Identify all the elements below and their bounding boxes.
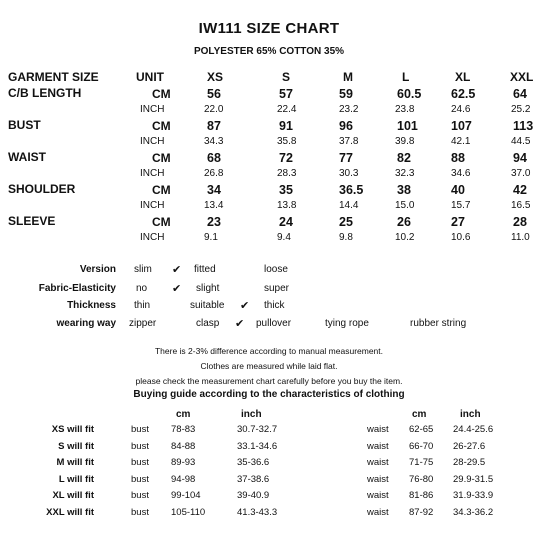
guide-waist-inch: 26-27.6 [453,441,486,452]
sleeve-cm-value: 26 [397,215,411,229]
wearing-option-clasp: clasp [196,318,220,329]
bust-cm-value: 87 [207,119,221,133]
sleeve-cm-value: 23 [207,215,221,229]
guide-bust-cm: 105-110 [171,507,206,518]
shoulder-cm-value: 35 [279,183,293,197]
cb-length-inch-value: 25.2 [511,104,531,115]
shoulder-inch-unit: INCH [140,200,165,211]
bust-cm-value: 96 [339,119,353,133]
shoulder-cm-value: 40 [451,183,465,197]
waist-inch-value: 34.6 [451,168,471,179]
guide-bust-label: bust [131,507,149,518]
thickness-label: Thickness [67,300,116,311]
guide-bust-label: bust [131,457,149,468]
guide-waist-inch: 28-29.5 [453,457,486,468]
cb-length-cm-value: 64 [513,87,527,101]
check-icon: ✔ [172,264,182,276]
version-option-loose: loose [264,264,288,275]
shoulder-inch-value: 15.0 [395,200,415,211]
sleeve-cm-value: 24 [279,215,293,229]
waist-cm-value: 94 [513,151,527,165]
unit-header: UNIT [136,70,164,84]
note-laid-flat: Clothes are measured while laid flat. [200,361,338,371]
size-header-m: M [343,70,353,84]
bust-inch-value: 42.1 [451,136,471,147]
cb-length-inch-value: 24.6 [451,104,471,115]
sleeve-inch-value: 10.6 [451,232,471,243]
guide-size-label: L will fit [58,474,94,485]
guide-bust-inch: 35-36.6 [237,457,270,468]
version-option-slim: slim [134,264,152,275]
note-difference: There is 2-3% difference according to manual measurement. [154,346,384,356]
bust-inch-value: 37.8 [339,136,359,147]
garment-size-header: GARMENT SIZE [8,70,99,84]
waist-inch-value: 28.3 [277,168,297,179]
shoulder-inch-value: 13.4 [204,200,224,211]
guide-waist-cm: 71-75 [409,457,434,468]
wearing-option-zipper: zipper [129,318,157,329]
cb-length-label: C/B LENGTH [8,86,82,100]
guide-bust-inch: 41.3-43.3 [237,507,278,518]
waist-cm-value: 82 [397,151,411,165]
waist-cm-value: 88 [451,151,465,165]
shoulder-inch-value: 14.4 [339,200,359,211]
cb-length-cm-value: 62.5 [451,87,476,101]
shoulder-inch-value: 13.8 [277,200,297,211]
version-label: Version [79,264,116,275]
bust-inch-value: 34.3 [204,136,224,147]
sleeve-inch-value: 9.1 [204,232,218,243]
guide-bust-inch: 30.7-32.7 [237,424,278,435]
sleeve-cm-value: 28 [513,215,527,229]
cb-length-inch-unit: INCH [140,104,165,115]
size-header-xl: XL [455,70,471,84]
size-header-xxl: XXL [510,70,534,84]
wearing-option-pullover: pullover [256,318,292,329]
check-icon: ✔ [240,300,250,312]
cb-length-inch-value: 22.0 [204,104,224,115]
wearing-option-rubber-string: rubber string [410,318,467,329]
shoulder-inch-value: 15.7 [451,200,471,211]
guide-bust-cm-header: cm [176,409,191,420]
guide-waist-cm: 87-92 [409,507,434,518]
cb-length-cm-unit: CM [152,87,171,101]
thickness-option-thick: thick [264,300,285,311]
shoulder-inch-value: 16.5 [511,200,531,211]
sleeve-inch-value: 11.0 [511,232,530,243]
cb-length-inch-value: 23.8 [395,104,415,115]
guide-waist-label: waist [367,441,389,452]
guide-bust-cm: 99-104 [171,490,201,501]
guide-bust-label: bust [131,474,149,485]
guide-bust-inch: 37-38.6 [237,474,270,485]
size-header-s: S [282,70,291,84]
sleeve-cm-value: 25 [339,215,353,229]
guide-waist-inch: 34.3-36.2 [453,507,494,518]
bust-inch-unit: INCH [140,136,165,147]
guide-waist-label: waist [367,490,389,501]
shoulder-cm-value: 38 [397,183,411,197]
sleeve-inch-unit: INCH [140,232,165,243]
sleeve-cm-unit: CM [152,215,171,229]
buying-guide-title: Buying guide according to the characteristics of clothing [133,389,405,400]
shoulder-cm-unit: CM [152,183,171,197]
guide-size-label: XL will fit [52,490,94,501]
shoulder-label: SHOULDER [8,182,76,196]
waist-cm-value: 72 [279,151,293,165]
shoulder-cm-value: 36.5 [339,183,364,197]
shoulder-cm-value: 42 [513,183,527,197]
waist-inch-value: 37.0 [511,168,531,179]
guide-waist-cm-header: cm [412,409,427,420]
guide-waist-inch: 29.9-31.5 [453,474,494,485]
guide-waist-label: waist [367,474,389,485]
guide-size-label: XXL will fit [46,507,94,518]
guide-waist-cm: 66-70 [409,441,434,452]
bust-cm-value: 107 [451,119,472,133]
fabric-subtitle: POLYESTER 65% COTTON 35% [193,46,345,57]
cb-length-inch-value: 23.2 [339,104,359,115]
thickness-option-thin: thin [134,300,151,311]
chart-title: IW111 SIZE CHART [198,20,340,37]
wearing-way-label: wearing way [56,318,116,329]
guide-waist-inch-header: inch [460,409,481,420]
guide-bust-cm: 94-98 [171,474,196,485]
waist-inch-value: 26.8 [204,168,224,179]
cb-length-cm-value: 60.5 [397,87,422,101]
cb-length-inch-value: 22.4 [277,104,297,115]
cb-length-cm-value: 57 [279,87,293,101]
waist-inch-value: 30.3 [339,168,359,179]
bust-cm-value: 91 [279,119,293,133]
shoulder-cm-value: 34 [207,183,221,197]
elasticity-option-super: super [264,283,290,294]
cb-length-cm-value: 59 [339,87,353,101]
guide-bust-label: bust [131,441,149,452]
guide-bust-label: bust [131,424,149,435]
bust-cm-value: 101 [397,119,418,133]
guide-waist-label: waist [367,507,389,518]
guide-waist-label: waist [367,457,389,468]
guide-bust-inch-header: inch [241,409,262,420]
guide-waist-inch: 31.9-33.9 [453,490,494,501]
waist-inch-value: 32.3 [395,168,415,179]
guide-bust-cm: 78-83 [171,424,196,435]
guide-bust-cm: 84-88 [171,441,196,452]
elasticity-option-slight: slight [196,283,220,294]
waist-inch-unit: INCH [140,168,165,179]
guide-size-label: S will fit [58,441,94,452]
sleeve-inch-value: 9.4 [277,232,291,243]
bust-cm-unit: CM [152,119,171,133]
guide-waist-cm: 81-86 [409,490,434,501]
sleeve-inch-value: 10.2 [395,232,415,243]
thickness-option-suitable: suitable [190,300,225,311]
guide-waist-cm: 76-80 [409,474,434,485]
bust-inch-value: 39.8 [395,136,415,147]
elasticity-option-no: no [136,283,148,294]
bust-label: BUST [8,118,41,132]
wearing-option-tying-rope: tying rope [325,318,369,329]
guide-waist-inch: 24.4-25.6 [453,424,494,435]
waist-cm-unit: CM [152,151,171,165]
guide-size-label: XS will fit [51,424,94,435]
guide-bust-cm: 89-93 [171,457,196,468]
version-option-fitted: fitted [194,264,216,275]
waist-cm-value: 68 [207,151,221,165]
guide-bust-inch: 33.1-34.6 [237,441,278,452]
waist-label: WAIST [8,150,46,164]
sleeve-cm-value: 27 [451,215,465,229]
check-icon: ✔ [235,318,245,330]
note-check-chart: please check the measurement chart carefully before you buy the item. [135,376,403,386]
size-header-l: L [402,70,410,84]
check-icon: ✔ [172,283,182,295]
sleeve-inch-value: 9.8 [339,232,353,243]
cb-length-cm-value: 56 [207,87,221,101]
size-header-xs: XS [207,70,224,84]
guide-waist-label: waist [367,424,389,435]
bust-inch-value: 44.5 [511,136,531,147]
sleeve-label: SLEEVE [8,214,56,228]
guide-size-label: M will fit [56,457,94,468]
bust-cm-value: 113 [513,119,534,133]
guide-waist-cm: 62-65 [409,424,434,435]
bust-inch-value: 35.8 [277,136,297,147]
guide-bust-inch: 39-40.9 [237,490,270,501]
waist-cm-value: 77 [339,151,353,165]
elasticity-label: Fabric-Elasticity [38,283,116,294]
guide-bust-label: bust [131,490,149,501]
